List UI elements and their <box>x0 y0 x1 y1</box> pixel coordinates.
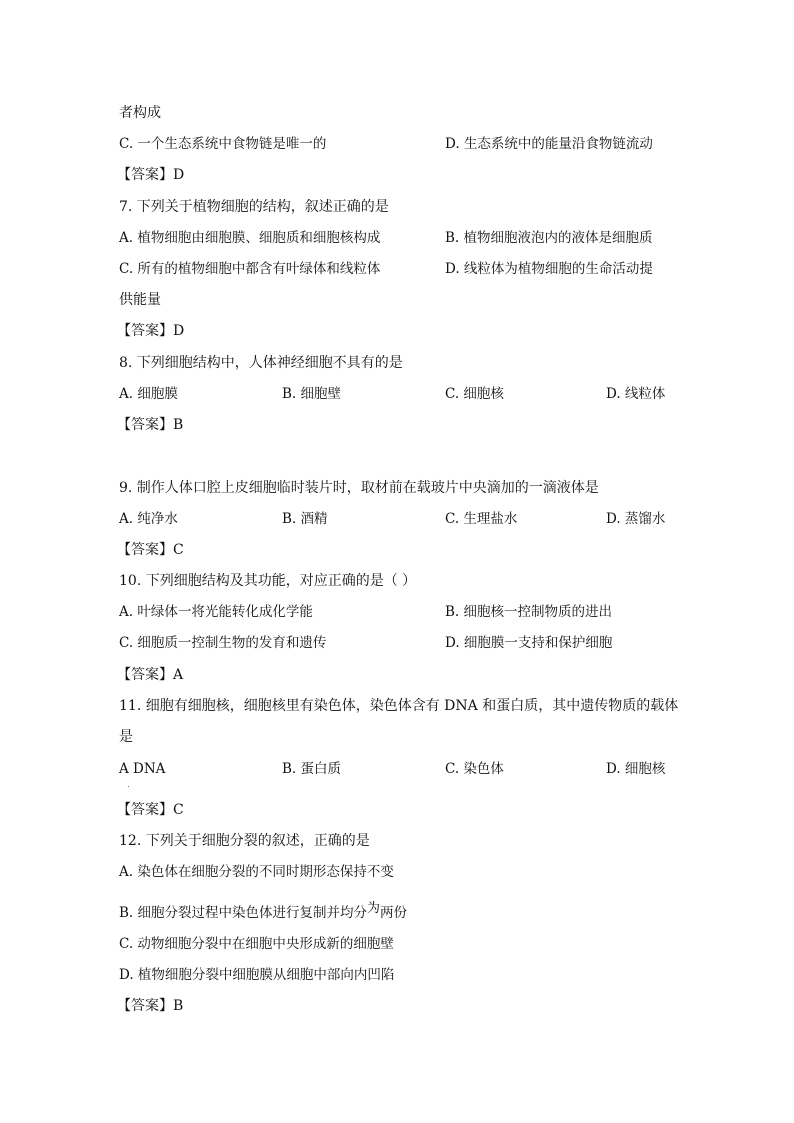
question-11-stem: 11. 细胞有细胞核，细胞核里有染色体，染色体含有 DNA 和蛋白质，其中遗传物质的载体 <box>119 698 679 714</box>
question-12-option-c: C. 动物细胞分裂中在细胞中央形成新的细胞壁 <box>119 936 394 952</box>
question-7-stem: 7. 下列关于植物细胞的结构，叙述正确的是 <box>119 199 389 215</box>
question-7-answer: 【答案】D <box>117 323 185 339</box>
question-12-option-b <box>119 901 408 923</box>
question-7-option-a: A. 植物细胞由细胞膜、细胞质和细胞核构成 <box>119 230 381 246</box>
question-11-option-b: B. 蛋白质 <box>282 761 342 777</box>
question-9-option-c: C. 生理盐水 <box>445 511 518 527</box>
prev-option-d: D. 生态系统中的能量沿食物链流动 <box>445 136 653 152</box>
question-11-option-c: C. 染色体 <box>445 761 504 777</box>
question-10-stem: 10. 下列细胞结构及其功能，对应正确的是（ ） <box>119 573 417 589</box>
question-10-option-d: D. 细胞膜一支持和保护细胞 <box>445 635 613 651</box>
question-8-option-a: A. 细胞膜 <box>119 386 178 402</box>
question-12-option-d: D. 植物细胞分裂中细胞膜从细胞中部向内凹陷 <box>119 967 395 983</box>
question-8-option-b: B. 细胞壁 <box>282 386 342 402</box>
question-12-option-b-text: B. 细胞分裂过程中染色体进行复制并均分 <box>119 905 368 921</box>
question-9-option-b: B. 酒精 <box>282 511 328 527</box>
question-10-option-a: A. 叶绿体一将光能转化成化学能 <box>119 604 313 620</box>
question-10-answer: 【答案】A <box>117 667 184 683</box>
question-12-option-b-superscript: 为 <box>367 901 381 916</box>
question-12-stem: 12. 下列关于细胞分裂的叙述，正确的是 <box>119 833 370 849</box>
question-12-option-b-tail: 两份 <box>380 905 408 921</box>
question-8-option-d: D. 线粒体 <box>606 386 666 402</box>
question-12-option-a: A. 染色体在细胞分裂的不同时期形态保持不变 <box>119 864 394 880</box>
question-7-option-d-continued: 供能量 <box>119 292 161 308</box>
question-7-option-d: D. 线粒体为植物细胞的生命活动提 <box>445 261 653 277</box>
question-9-answer: 【答案】C <box>117 542 184 558</box>
prev-answer: 【答案】D <box>117 167 185 183</box>
stray-dot <box>128 786 129 787</box>
question-11-option-d: D. 细胞核 <box>606 761 666 777</box>
question-9-option-d: D. 蒸馏水 <box>606 511 666 527</box>
continued-option-text: 者构成 <box>119 105 161 121</box>
question-12-answer: 【答案】B <box>117 998 184 1014</box>
question-9-option-a: A. 纯净水 <box>119 511 178 527</box>
question-11-answer: 【答案】C <box>117 802 184 818</box>
prev-option-c: C. 一个生态系统中食物链是唯一的 <box>119 136 327 152</box>
question-11-option-a: A DNA <box>119 761 166 777</box>
question-8-stem: 8. 下列细胞结构中，人体神经细胞不具有的是 <box>119 355 403 371</box>
question-7-option-c: C. 所有的植物细胞中都含有叶绿体和线粒体 <box>119 261 381 277</box>
question-8-answer: 【答案】B <box>117 417 184 433</box>
question-9-stem: 9. 制作人体口腔上皮细胞临时装片时，取材前在载玻片中央滴加的一滴液体是 <box>119 480 599 496</box>
question-8-option-c: C. 细胞核 <box>445 386 504 402</box>
question-10-option-c: C. 细胞质一控制生物的发育和遗传 <box>119 635 327 651</box>
question-10-option-b: B. 细胞核一控制物质的进出 <box>445 604 613 620</box>
question-7-option-b: B. 植物细胞液泡内的液体是细胞质 <box>445 230 653 246</box>
question-11-stem-continued: 是 <box>119 729 133 745</box>
